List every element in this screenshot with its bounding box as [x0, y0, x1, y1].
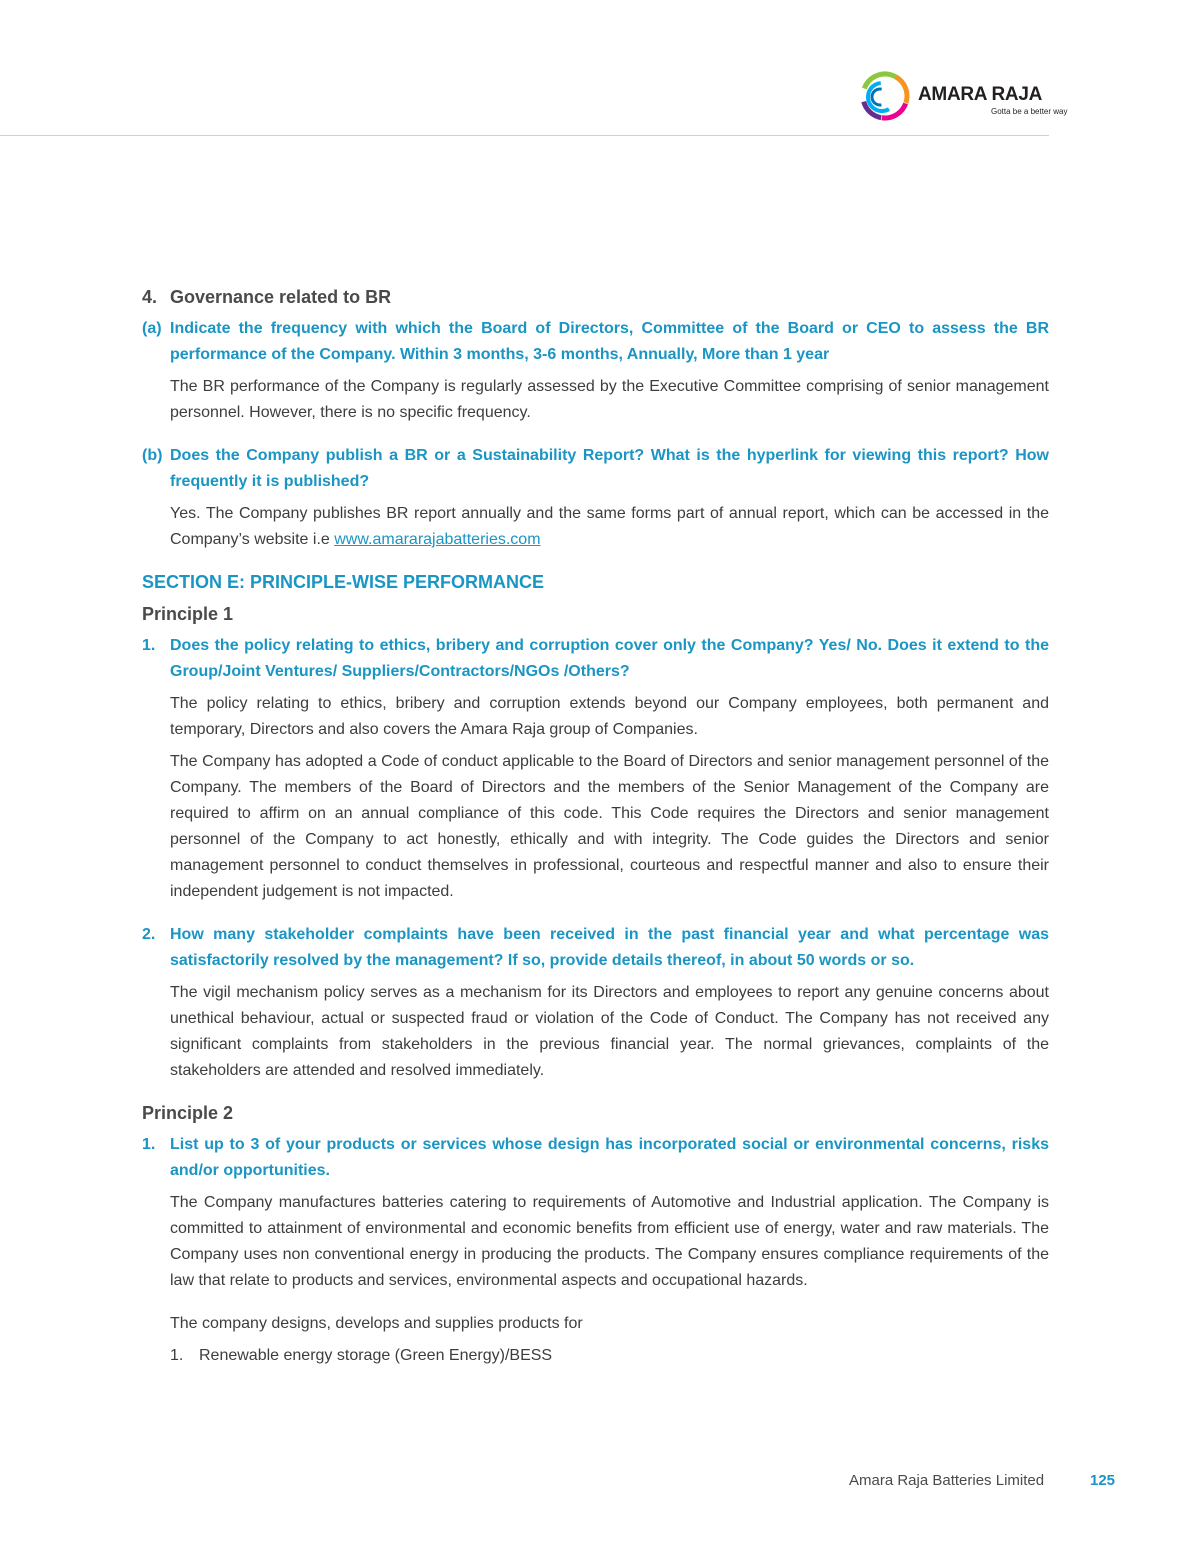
question-label: (b)	[142, 447, 163, 464]
question-principle1-1	[142, 633, 1049, 685]
footer-company-name: Amara Raja Batteries Limited	[849, 1472, 1045, 1489]
answer-principle1-1b: The Company has adopted a Code of conduct applicable to the Board of Directors and senior management personnel of the Company. The members of the Board of Directors and the members of the Senior Management of the Company are required to affirm on an annual compliance of this code. This Code requires the Directors and senior management personnel of the Company to act honestly, ethically and with integrity. The Code guides the Directors and senior management personnel to conduct themselves in professional, courteous and respectful manner and also to ensure their independent judgement is not impacted.	[170, 753, 1049, 900]
question-text: How many stakeholder complaints have been received in the past financial year and what percentage was satisfactorily resolved by the management? If so, provide details thereof, in about 50 words or so.	[170, 926, 1049, 969]
governance-number: 4.	[142, 287, 158, 307]
question-governance-b	[142, 443, 1049, 495]
question-principle1-2	[142, 922, 1049, 974]
website-link[interactable]: www.amararajabatteries.com	[334, 531, 541, 548]
principle-1-heading: Principle 1	[142, 604, 234, 624]
question-label: 1.	[142, 1136, 156, 1153]
page-number: 125	[1090, 1472, 1116, 1489]
answer-text: Yes. The Company publishes BR report annually and the same forms part of annual report, which can be accessed in the Company’s website i.e	[170, 505, 1049, 548]
list-item	[170, 1343, 1049, 1369]
logo-swirl-icon	[858, 70, 912, 122]
logo-tagline: Gotta be a better way	[991, 107, 1068, 116]
governance-heading	[142, 284, 1049, 310]
answer-principle1-2: The vigil mechanism policy serves as a mechanism for its Directors and employees to report any genuine concerns about unethical behaviour, actual or suspected fraud or violation of the Code of Conduct. The Company has not received any significant complaints from stakeholders in the previous financial year. The normal grievances, complaints of the stakeholders are attended and resolved immediately.	[170, 984, 1049, 1079]
question-text: Does the policy relating to ethics, bribery and corruption cover only the Company? Yes/ No. Does it extend to the Group/Joint Ventures/ Suppliers/Contractors/NGOs /Others?	[170, 637, 1049, 680]
answer-principle2-1a: The Company manufactures batteries catering to requirements of Automotive and Industrial application. The Company is committed to attainment of environmental and economic benefits from efficient use of energy, water and raw materials. The Company uses non conventional energy in producing the products. The Company ensures compliance requirements of the law that relate to products and services, environmental aspects and occupational hazards.	[170, 1194, 1049, 1289]
question-text: List up to 3 of your products or services whose design has incorporated social or environmental concerns, risks and/or opportunities.	[170, 1136, 1049, 1179]
answer-governance-b	[170, 501, 1049, 553]
answer-governance-a: The BR performance of the Company is regularly assessed by the Executive Committee comprising of senior management personnel. However, there is no specific frequency.	[170, 378, 1049, 421]
header-divider	[0, 135, 1049, 136]
page-content	[142, 284, 1049, 1369]
logo-name: AMARA RAJA	[918, 84, 1043, 105]
question-text: Indicate the frequency with which the Board of Directors, Committee of the Board or CEO to assess the BR performance of the Company. Within 3 months, 3-6 months, Annually, More than 1 year	[170, 320, 1049, 363]
question-label: 1.	[142, 637, 156, 654]
question-text: Does the Company publish a BR or a Sustainability Report? What is the hyperlink for viewing this report? How frequently it is published?	[170, 447, 1049, 490]
list-item-number: 1.	[170, 1347, 184, 1364]
answer-principle1-1a: The policy relating to ethics, bribery and corruption extends beyond our Company employees, both permanent and temporary, Directors and also covers the Amara Raja group of Companies.	[170, 695, 1049, 738]
section-e-heading: SECTION E: PRINCIPLE-WISE PERFORMANCE	[142, 572, 545, 592]
question-label: 2.	[142, 926, 156, 943]
governance-title: Governance related to BR	[170, 287, 392, 307]
question-label: (a)	[142, 320, 162, 337]
question-governance-a	[142, 316, 1049, 368]
answer-principle2-1b: The company designs, develops and supplies products for	[170, 1315, 583, 1332]
principle-2-heading: Principle 2	[142, 1103, 234, 1123]
question-principle2-1	[142, 1132, 1049, 1184]
list-item-text: Renewable energy storage (Green Energy)/BESS	[199, 1347, 553, 1364]
company-logo	[858, 70, 1068, 122]
